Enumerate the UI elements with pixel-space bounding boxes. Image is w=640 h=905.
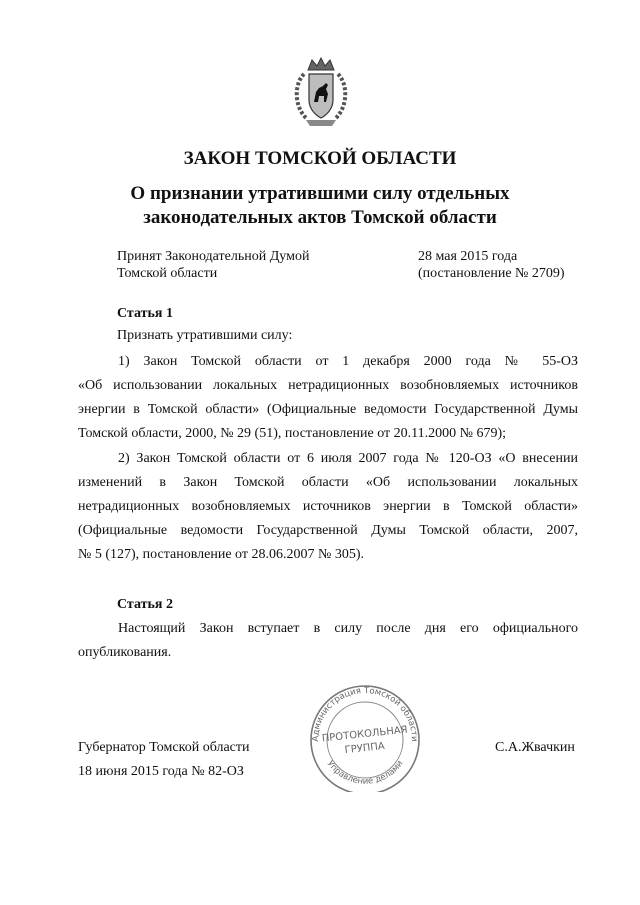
seal-center-line: ПРОТОКОЛЬНАЯ [321, 724, 409, 745]
article-1-intro: Признать утратившими силу: [117, 328, 293, 343]
article-1-item-2 [78, 447, 578, 567]
text-line: энергии в Томской области» (Официальные ведомости Государственной Думы [78, 402, 578, 417]
text-line: 1) Закон Томской области от 1 декабря 2000 года № 55-ОЗ [118, 354, 578, 369]
text-line: нетрадиционных возобновляемых источников энергии в Томской области» [78, 499, 578, 514]
document-subtitle [0, 182, 640, 230]
adopted-line: Принят Законодательной Думой [117, 249, 310, 264]
date-line: 28 мая 2015 года [418, 249, 518, 264]
text-line: опубликования. [78, 645, 172, 660]
text-line: Томской области, 2000, № 29 (51), постановление от 20.11.2000 № 679); [78, 426, 507, 441]
signatory-name: С.А.Жвачкин [495, 740, 575, 755]
text-line: 2) Закон Томской области от 6 июля 2007 года № 120-ОЗ «О внесении [118, 451, 578, 466]
text-line: «Об использовании локальных нетрадиционных возобновляемых источников [78, 378, 578, 393]
article-2-text [78, 617, 578, 665]
document-title: ЗАКОН ТОМСКОЙ ОБЛАСТИ [183, 148, 457, 169]
article-1-item-1 [78, 350, 578, 446]
seal-center-line: ГРУППА [344, 740, 386, 757]
article-2-heading: Статья 2 [117, 597, 173, 612]
law-reference: 18 июня 2015 года № 82-ОЗ [78, 764, 244, 779]
svg-text:Управление делами [325, 759, 406, 787]
adoption-date [418, 248, 565, 282]
text-line: № 5 (127), постановление от 28.06.2007 № 305). [78, 547, 365, 562]
seal-text-bottom: Управление делами [324, 758, 406, 787]
subtitle-line: О признании утратившими силу отдельных [130, 183, 510, 204]
coat-of-arms-icon [292, 56, 350, 128]
adopted-by [117, 248, 309, 282]
signatory-position: Губернатор Томской области [78, 740, 250, 755]
text-line: Настоящий Закон вступает в силу после дня его официального [118, 621, 578, 636]
seal-text-top: Администрация Томской области [310, 685, 420, 742]
resolution-line: (постановление № 2709) [418, 266, 565, 281]
text-line: (Официальные ведомости Государственной Думы Томской области, 2007, [78, 523, 578, 538]
seal-stamp-icon [300, 682, 430, 792]
text-line: изменений в Закон Томской области «Об использовании локальных [78, 475, 578, 490]
subtitle-line: законодательных актов Томской области [143, 207, 497, 228]
adopted-line: Томской области [117, 266, 218, 281]
article-1-heading: Статья 1 [117, 306, 173, 321]
